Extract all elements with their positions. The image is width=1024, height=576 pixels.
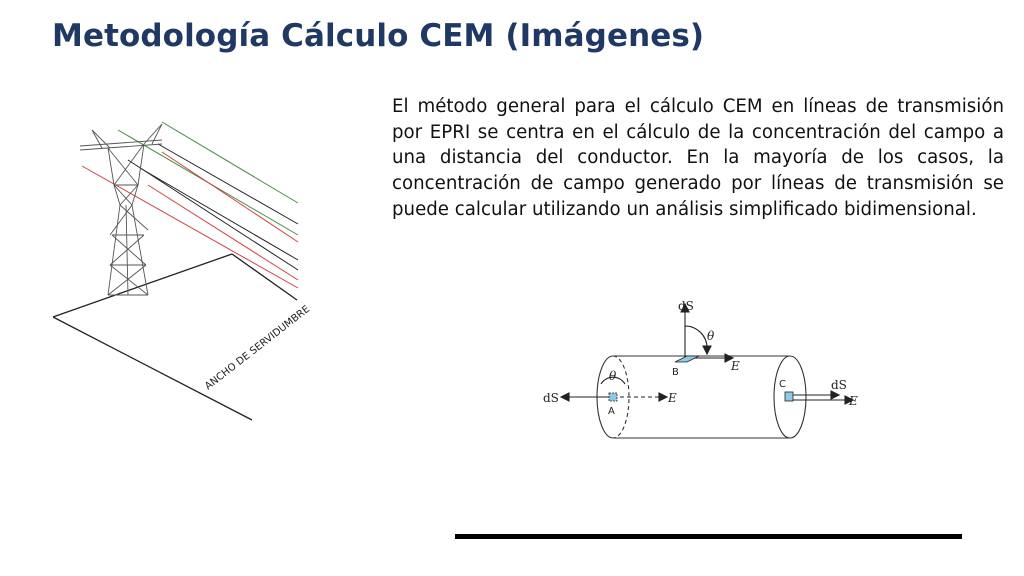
- label-theta-left: θ: [609, 369, 617, 383]
- label-e-right: E: [849, 394, 858, 408]
- cylinder-field-diagram: [535, 296, 875, 446]
- body-paragraph: El método general para el cálculo CEM en líneas de transmisión por EPRI se centra en el cálculo de la concentración del campo a una distancia del conductor. En la mayoría de los casos, la concentración de campo generado por líneas de transmisión se puede calcular utilizando un análisis simplificado bidimensional.: [392, 96, 1004, 220]
- label-ds-left: dS: [543, 391, 559, 405]
- label-a: A: [608, 406, 615, 417]
- patch-a: [609, 393, 617, 401]
- right-vectors: [793, 391, 853, 404]
- footer-divider: [455, 534, 962, 539]
- patch-b: [675, 356, 699, 362]
- patch-c: [785, 392, 793, 401]
- label-e-left: E: [668, 391, 677, 405]
- label-c: C: [779, 379, 786, 390]
- label-ds-top: dS: [678, 299, 694, 313]
- slide-title: Metodología Cálculo CEM (Imágenes): [52, 18, 705, 54]
- transmission-tower-diagram: [40, 110, 340, 430]
- conductor-lines: [82, 122, 298, 288]
- right-of-way-plane: [53, 254, 297, 420]
- label-e-top: E: [731, 359, 740, 373]
- label-theta-top: θ: [707, 329, 715, 343]
- label-b: B: [672, 367, 679, 378]
- right-of-way-label: ANCHO DE SERVIDUMBRE: [203, 303, 313, 393]
- label-ds-right: dS: [831, 378, 847, 392]
- tower-lattice: [80, 124, 162, 295]
